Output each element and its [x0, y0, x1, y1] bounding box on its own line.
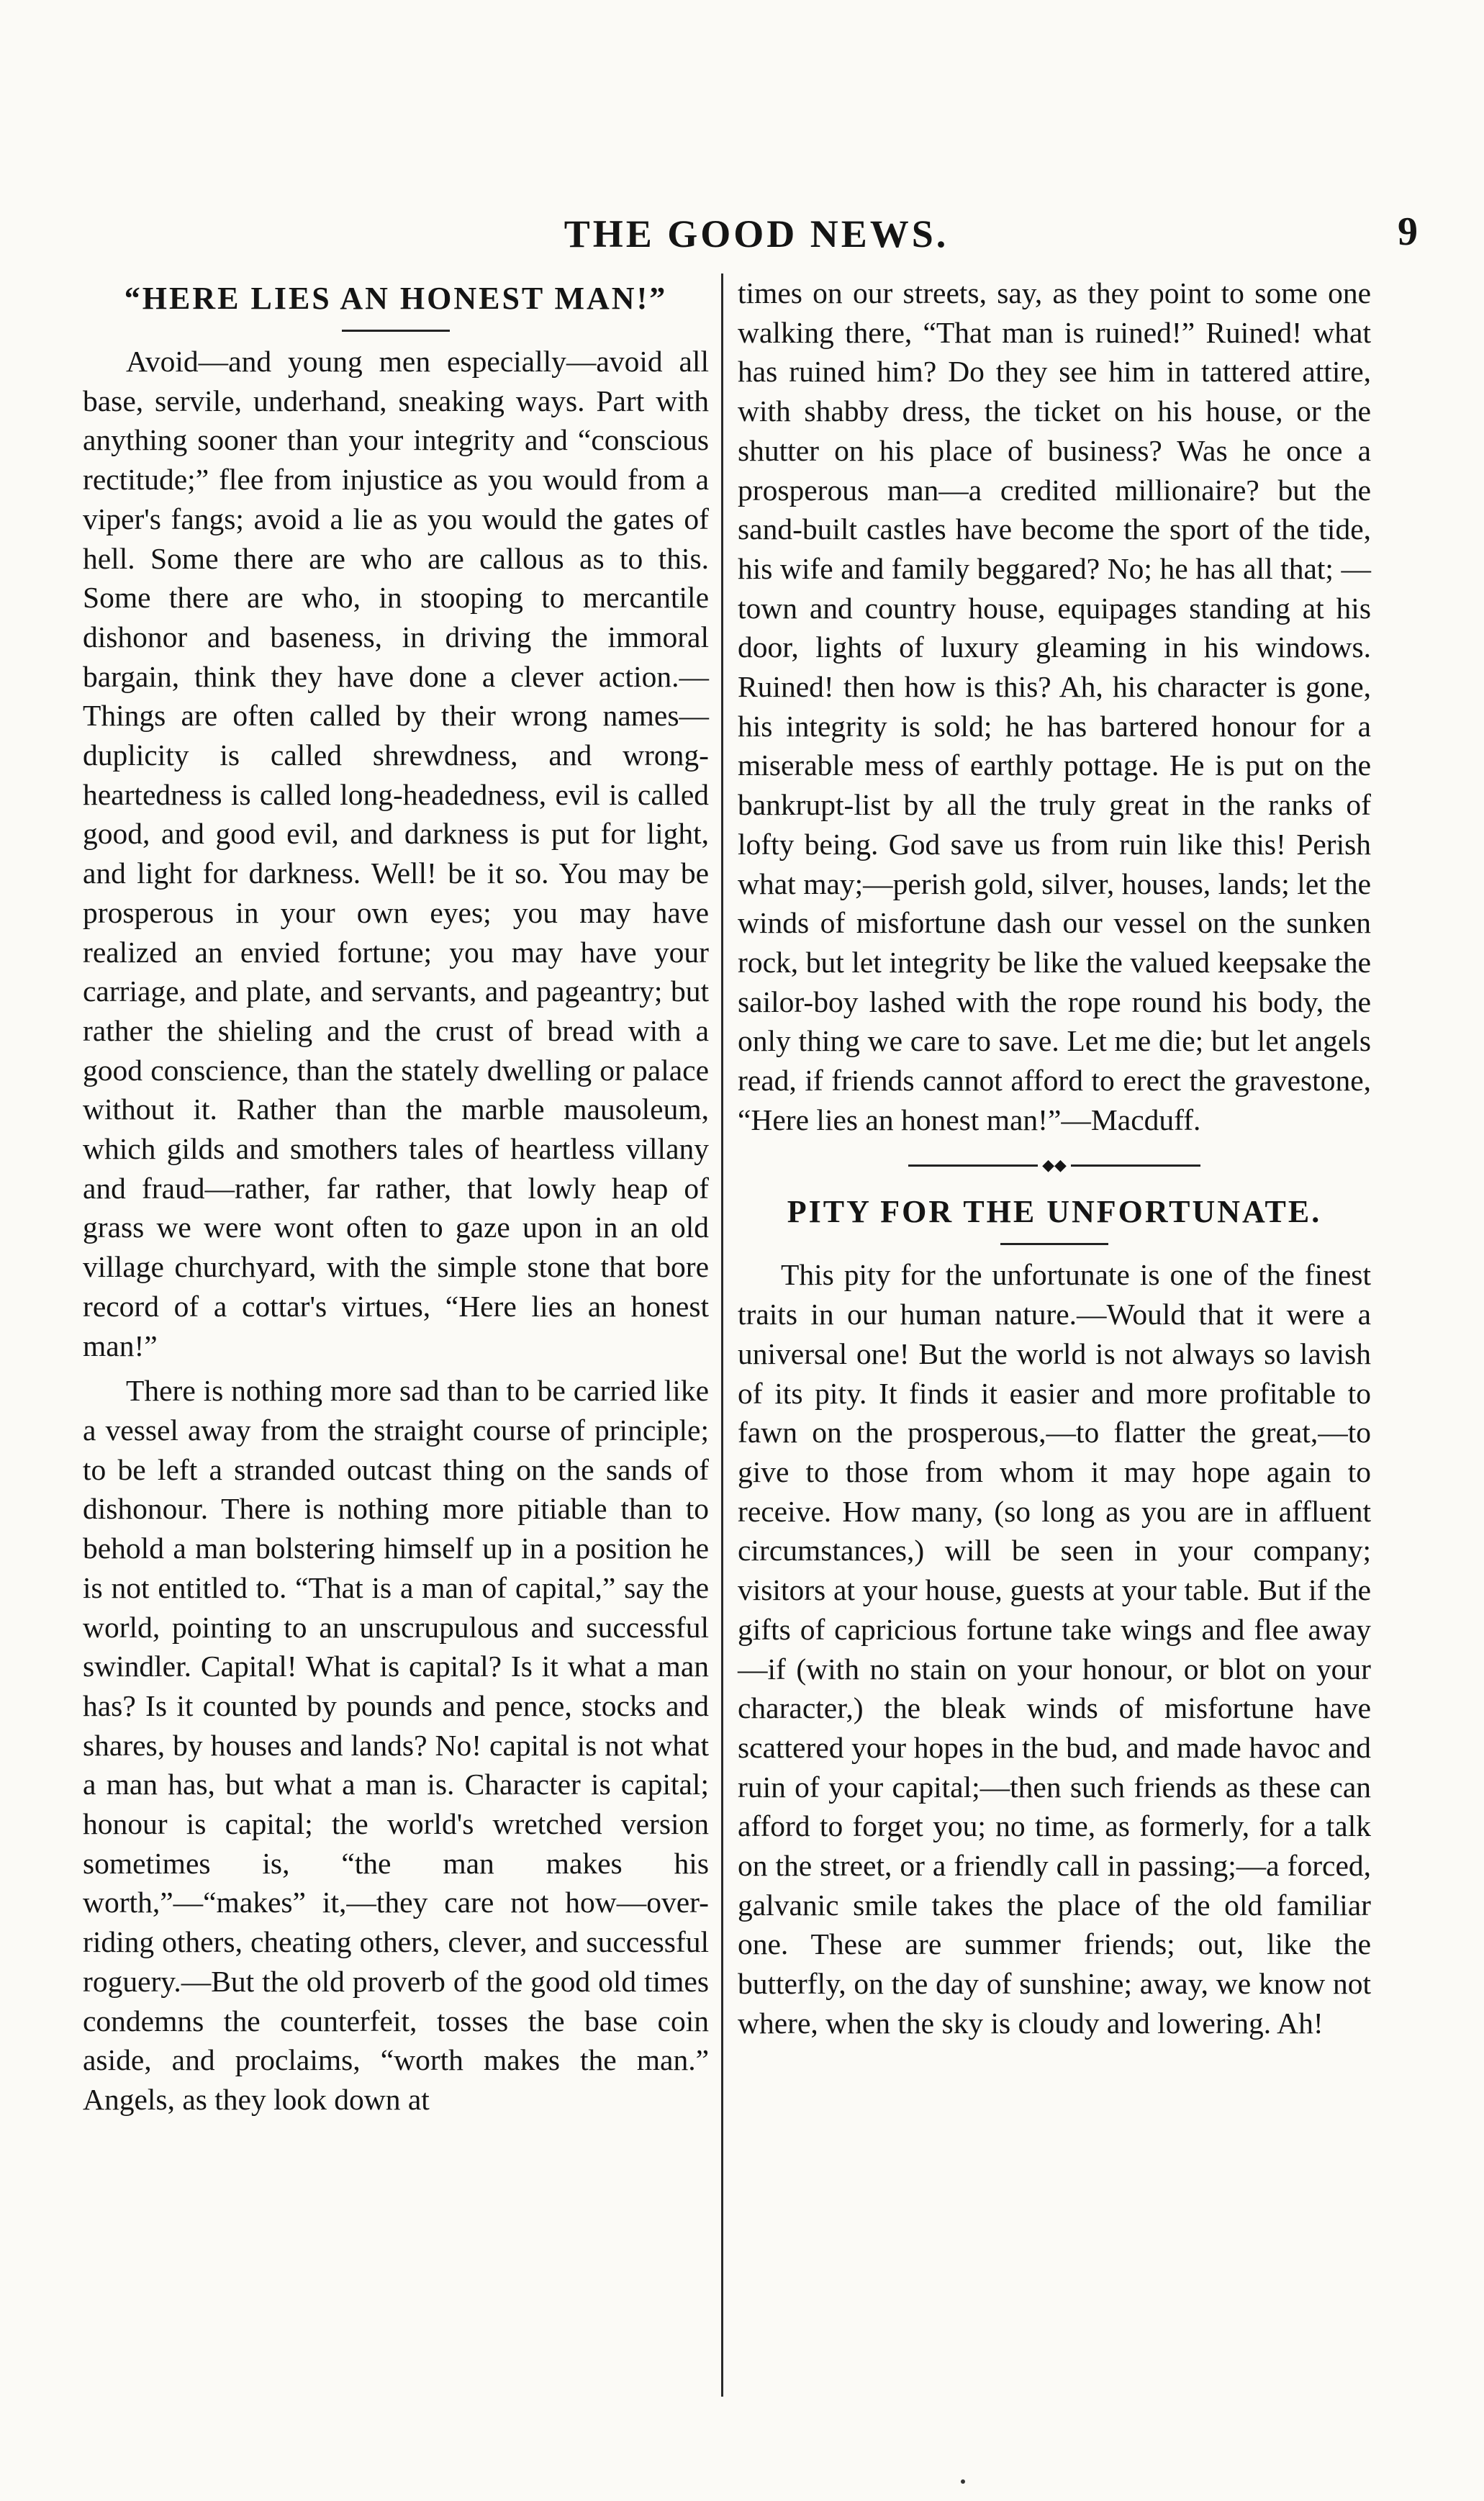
diamond-ornament-icon: ◆◆ [1042, 1156, 1067, 1175]
title-rule [342, 330, 450, 332]
divider-line [1071, 1164, 1200, 1167]
print-speck [961, 2479, 965, 2484]
article-paragraph: This pity for the unfortunate is one of the finest traits in our human nature.—Would that it were a universal one! But the world is not always so lavish of its pity. It finds it easier and more profitable to fawn on the prosperous,—to flatter the great,—to give to those from whom it may hope again to receive. How many, (so long as you are in affluent circumstances,) will be seen in your company; visitors at your house, guests at your table. But if the gifts of capricious fortune take wings and flee away—if (with no stain on your honour, or blot on your character,) the bleak winds of misfortune have scattered your hopes in the bud, and made havoc and ruin of your capital;—then such friends as these can afford to forget you; no time, as formerly, for a talk on the street, or a friendly call in passing;—a forced, galvanic smile takes the place of the old familiar one. These are summer friends; out, like the butterfly, on the day of sunshine; away, we know not where, when the sky is cloudy and lowering. Ah! [738, 1258, 1371, 2040]
right-column [738, 273, 1371, 2043]
title-rule [1000, 1243, 1108, 1245]
section-ornament-divider [738, 1156, 1371, 1175]
column-divider [721, 273, 723, 2397]
left-column [83, 273, 709, 2120]
article-title-honest-man: “HERE LIES AN HONEST MAN!” [124, 281, 668, 316]
divider-line [908, 1164, 1038, 1167]
article-title-pity: PITY FOR THE UNFORTUNATE. [787, 1194, 1322, 1230]
article-paragraph: Avoid—and young men especially—avoid all base, servile, underhand, sneaking ways. Part with anything sooner than your integrity and “conscious rectitude;” flee from injustice as you would from a viper's fangs; avoid a lie as you would the gates of hell. Some there are who are callous as to this. Some there are who, in stooping to mercantile dishonor and baseness, in driving the immoral bargain, think they have done a clever action.—Things are often called by their wrong names—duplicity is called shrewdness, and wrong-heartedness is called long-headedness, evil is called good, and good evil, and darkness is put for light, and light for darkness. Well! be it so. You may be prosperous in your own eyes; you may have realized an envied fortune; you may have your carriage, and plate, and servants, and pageantry; but rather the shieling and the crust of bread with a good conscience, than the stately dwelling or palace without it. Rather than the marble mausoleum, which gilds and smothers tales of heartless villany and fraud—rather, far rather, that lowly heap of grass we were wont often to gaze upon in an old village churchyard, with the simple stone that bore record of a cottar's virtues, “Here lies an honest man!” [83, 345, 709, 1362]
article-paragraph: There is nothing more sad than to be carried like a vessel away from the straight course of principle; to be left a stranded outcast thing on the sands of dishonour. There is nothing more pitiable than to behold a man bolstering himself up in a position he is not entitled to. “That is a man of capital,” say the world, pointing to an unscrupulous and successful swindler. Capital! What is capital? Is it what a man has? Is it counted by pounds and pence, stocks and shares, by houses and lands? No! capital is not what a man has, but what a man is. Character is capital; honour is capital; the world's wretched version sometimes is, “the man makes his worth,”—“makes” it,—they care not how—over-riding others, cheating others, clever, and successful roguery.—But the old proverb of the good old times condemns the counterfeit, tosses the base coin aside, and proclaims, “worth makes the man.” Angels, as they look down at [83, 1374, 709, 2116]
page-number: 9 [1398, 209, 1418, 254]
publication-title: THE GOOD NEWS. [564, 212, 949, 255]
article-paragraph-continued: times on our streets, say, as they point to some one walking there, “That man is ruined!” Ruined! what has ruined him? Do they see him in tattered attire, with shabby dress, the ticket on his house, or the shutter on his place of business? Was he once a prosperous man—a credited millionaire? but the sand-built castles have become the sport of the tide, his wife and family beggared? No; he has all that; —town and country house, equipages standing at his door, lights of luxury gleaming in his windows. Ruined! then how is this? Ah, his character is gone, his integrity is sold; he has bartered honour for a miserable mess of earthly pottage. He is put on the bankrupt-list by all the truly great in the ranks of lofty being. God save us from ruin like this! Perish what may;—perish gold, silver, houses, lands; let the winds of misfortune dash our vessel on the sunken rock, but let integrity be like the valued keepsake the sailor-boy lashed with the rope round his body, the only thing we care to save. Let me die; but let angels read, if friends cannot afford to erect the gravestone, “Here lies an honest man!”—Macduff. [738, 276, 1371, 1136]
running-head [86, 209, 1426, 266]
